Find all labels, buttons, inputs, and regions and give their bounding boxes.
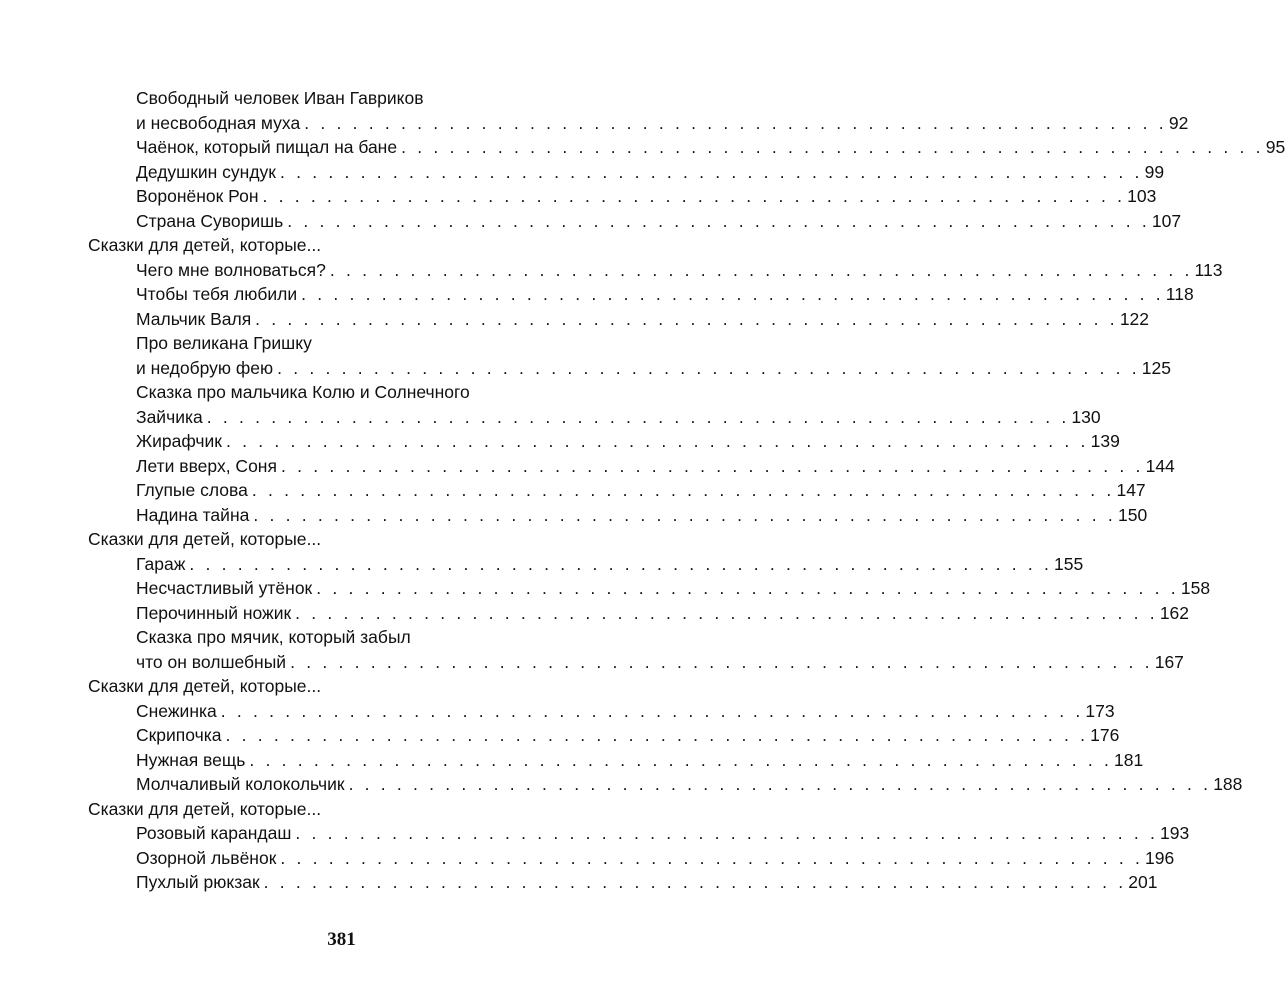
dot-leader: . . . . . . . . . . . . . . . . . . . . . . . . . . . . . . . . . . . . . . . . . . . . . . . . . . . . . . [262,186,1126,206]
entry-page-number: 125 [1141,357,1171,378]
toc-entry [136,748,1144,772]
entry-page-number: 150 [1117,504,1148,525]
dot-leader: . . . . . . . . . . . . . . . . . . . . . . . . . . . . . . . . . . . . . . . . . . . . . . . . . . . . . . [401,137,1264,157]
entry-page-number: 193 [1160,823,1190,843]
dot-leader: . . . . . . . . . . . . . . . . . . . . . . . . . . . . . . . . . . . . . . . . . . . . . . . . . . . . . . [253,504,1116,525]
toc-entry [136,184,1157,208]
entry-title-line: Страна Суворишь [136,210,284,231]
page-number: 381 [327,929,356,950]
toc-entry [136,772,1243,796]
entry-title-line: Скрипочка [136,725,222,745]
entry-page-number: 92 [1168,112,1189,133]
toc-entry [136,135,1285,159]
entry-title-line: Мальчик Валя [136,308,252,329]
entry-title-line: Розовый карандаш [136,823,292,843]
toc-entry [136,356,1171,380]
toc-entry [136,478,1146,502]
entry-title-line: Молчаливый колокольчик [136,774,345,794]
toc-entry [136,846,1175,870]
toc-entry [136,405,1101,429]
dot-leader: . . . . . . . . . . . . . . . . . . . . . . . . . . . . . . . . . . . . . . . . . . . . . . . . . . . . . . [290,651,1153,672]
entry-page-number: 113 [1194,259,1223,280]
toc-entry [136,650,1184,674]
entry-page-number: 162 [1159,602,1190,623]
entry-page-number: 139 [1090,431,1120,451]
entry-title-line: Свободный человек Иван Гавриков [136,88,424,108]
entry-page-number: 103 [1127,186,1157,206]
entry-title-line: Надина тайна [136,504,250,525]
section-title: Сказки для детей, которые... [88,676,322,696]
section-title: Сказки для детей, которые... [88,235,322,255]
toc-entry [136,723,1120,747]
entry-title-line: Воронёнок Рон [136,186,259,206]
entry-title-line: Зайчика [136,406,203,427]
entry-page-number: 130 [1071,406,1101,427]
entry-title-line: Глупые слова [136,480,248,500]
entry-title-line: Чего мне волноваться? [136,259,326,280]
toc-entry [136,870,1158,894]
toc-entry [136,699,1115,723]
entry-page-number: 167 [1154,651,1184,672]
dot-leader: . . . . . . . . . . . . . . . . . . . . . . . . . . . . . . . . . . . . . . . . . . . . . . . . . . . . . . [225,431,1089,451]
toc-entry [136,307,1150,331]
entry-page-number: 118 [1165,284,1194,304]
dot-leader: . . . . . . . . . . . . . . . . . . . . . . . . . . . . . . . . . . . . . . . . . . . . . . . . . . . . . . [277,357,1140,378]
dot-leader: . . . . . . . . . . . . . . . . . . . . . . . . . . . . . . . . . . . . . . . . . . . . . . . . . . . . . . [280,455,1144,476]
dot-leader: . . . . . . . . . . . . . . . . . . . . . . . . . . . . . . . . . . . . . . . . . . . . . . . . . . . . . . [280,847,1143,868]
entry-title-line: Дедушкин сундук [136,161,276,182]
dot-leader: . . . . . . . . . . . . . . . . . . . . . . . . . . . . . . . . . . . . . . . . . . . . . . . . . . . . . . [295,823,1159,843]
entry-page-number: 173 [1085,700,1115,721]
entry-page-number: 196 [1145,847,1175,868]
toc-entry-first-line [136,86,596,110]
toc-entry [136,821,1190,845]
dot-leader: . . . . . . . . . . . . . . . . . . . . . . . . . . . . . . . . . . . . . . . . . . . . . . . . . . . . . . [225,725,1089,745]
entry-title-line: Про великана Гришку [136,333,312,353]
dot-leader: . . . . . . . . . . . . . . . . . . . . . . . . . . . . . . . . . . . . . . . . . . . . . . . . . . . . . . [220,700,1084,721]
section-heading [88,797,588,821]
dot-leader: . . . . . . . . . . . . . . . . . . . . . . . . . . . . . . . . . . . . . . . . . . . . . . . . . . . . . . [249,749,1113,770]
toc-entry [136,209,1182,233]
entry-page-number: 147 [1116,480,1146,500]
toc-entry-first-line [136,625,596,649]
entry-title-line: Чаёнок, который пищал на бане [136,137,398,157]
entry-title-line: Озорной львёнок [136,847,277,868]
dot-leader: . . . . . . . . . . . . . . . . . . . . . . . . . . . . . . . . . . . . . . . . . . . . . . . . . . . . . . [279,161,1143,182]
dot-leader: . . . . . . . . . . . . . . . . . . . . . . . . . . . . . . . . . . . . . . . . . . . . . . . . . . . . . . [251,480,1115,500]
section-heading [88,674,588,698]
toc-entry [136,429,1120,453]
dot-leader: . . . . . . . . . . . . . . . . . . . . . . . . . . . . . . . . . . . . . . . . . . . . . . . . . . . . . . [348,774,1212,794]
entry-page-number: 99 [1144,161,1165,182]
entry-page-number: 201 [1128,872,1158,892]
dot-leader: . . . . . . . . . . . . . . . . . . . . . . . . . . . . . . . . . . . . . . . . . . . . . . . . . . . . . . [287,210,1150,231]
toc-entry [136,454,1175,478]
section-heading [88,233,588,257]
entry-title-line: Гараж [136,553,186,574]
toc-entry [136,258,1223,282]
dot-leader: . . . . . . . . . . . . . . . . . . . . . . . . . . . . . . . . . . . . . . . . . . . . . . . . . . . . . . [304,112,1167,133]
entry-page-number: 122 [1119,308,1150,329]
entry-title-line: и недобрую фею [136,357,274,378]
entry-page-number: 158 [1180,578,1211,598]
toc-entry [136,601,1190,625]
entry-title-line: Несчастливый утёнок [136,578,313,598]
toc-entry [136,282,1194,306]
section-title: Сказки для детей, которые... [88,529,322,549]
entry-title-line: Жирафчик [136,431,222,451]
entry-page-number: 144 [1145,455,1175,476]
entry-page-number: 181 [1114,749,1144,770]
entry-title-line: Снежинка [136,700,217,721]
entry-title-line: Сказка про мячик, который забыл [136,627,411,647]
entry-title-line: Пухлый рюкзак [136,872,260,892]
entry-title-line: и несвободная муха [136,112,301,133]
dot-leader: . . . . . . . . . . . . . . . . . . . . . . . . . . . . . . . . . . . . . . . . . . . . . . . . . . . . . . [189,553,1053,574]
toc-entry [136,160,1165,184]
dot-leader: . . . . . . . . . . . . . . . . . . . . . . . . . . . . . . . . . . . . . . . . . . . . . . . . . . . . . . [316,578,1179,598]
entry-title-line: Лети вверх, Соня [136,455,277,476]
dot-leader: . . . . . . . . . . . . . . . . . . . . . . . . . . . . . . . . . . . . . . . . . . . . . . . . . . . . . . [263,872,1127,892]
dot-leader: . . . . . . . . . . . . . . . . . . . . . . . . . . . . . . . . . . . . . . . . . . . . . . . . . . . . . . [301,284,1164,304]
toc-entry [136,503,1148,527]
entry-title-line: Перочинный ножик [136,602,292,623]
entry-page-number: 107 [1151,210,1182,231]
toc-entry-first-line [136,331,596,355]
dot-leader: . . . . . . . . . . . . . . . . . . . . . . . . . . . . . . . . . . . . . . . . . . . . . . . . . . . . . . [255,308,1118,329]
dot-leader: . . . . . . . . . . . . . . . . . . . . . . . . . . . . . . . . . . . . . . . . . . . . . . . . . . . . . . [295,602,1158,623]
entry-page-number: 188 [1213,774,1243,794]
toc-entry [136,552,1084,576]
entry-title-line: Сказка про мальчика Колю и Солнечного [136,382,470,402]
entry-page-number: 176 [1090,725,1120,745]
entry-page-number: 95 [1265,137,1285,157]
section-title: Сказки для детей, которые... [88,798,322,819]
dot-leader: . . . . . . . . . . . . . . . . . . . . . . . . . . . . . . . . . . . . . . . . . . . . . . . . . . . . . . [329,259,1193,280]
toc-entry [136,111,1189,135]
entry-title-line: Нужная вещь [136,749,246,770]
toc-entry-first-line [136,380,596,404]
toc-entry [136,576,1211,600]
dot-leader: . . . . . . . . . . . . . . . . . . . . . . . . . . . . . . . . . . . . . . . . . . . . . . . . . . . . . . [206,406,1070,427]
entry-page-number: 155 [1054,553,1084,574]
section-heading [88,527,588,551]
entry-title-line: что он волшебный [136,651,287,672]
entry-title-line: Чтобы тебя любили [136,284,298,304]
